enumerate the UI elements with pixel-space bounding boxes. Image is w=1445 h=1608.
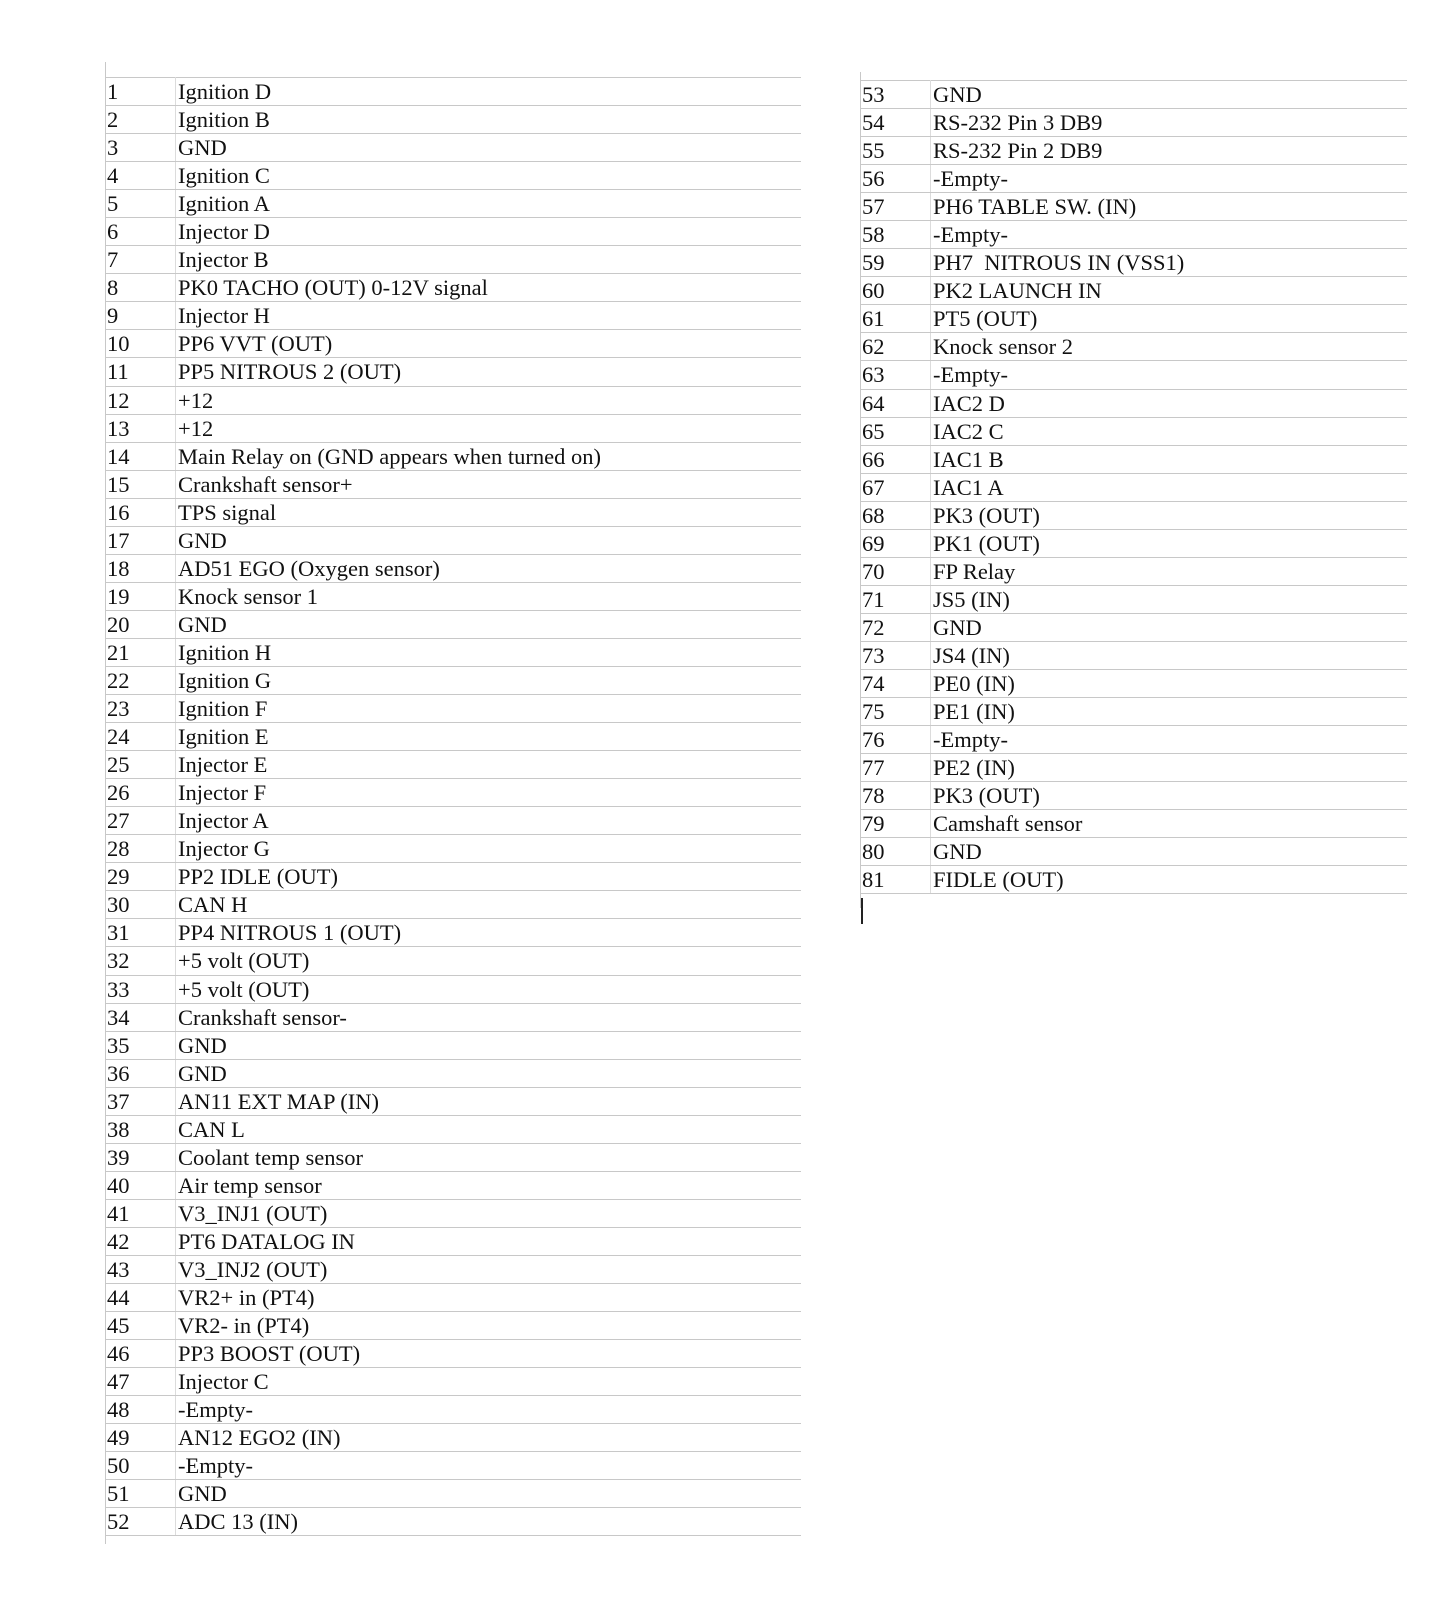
table-row bbox=[106, 975, 801, 1003]
pin-signal[interactable]: VR2- in (PT4) bbox=[176, 1312, 802, 1340]
pin-signal[interactable]: Ignition B bbox=[176, 106, 802, 134]
pin-signal[interactable]: PH6 TABLE SW. (IN) bbox=[931, 193, 1408, 221]
table-row bbox=[861, 669, 1407, 697]
pin-signal[interactable]: -Empty- bbox=[931, 726, 1408, 754]
table-row bbox=[106, 1284, 801, 1312]
pin-number[interactable]: 57 bbox=[861, 193, 931, 221]
pin-number[interactable]: 1 bbox=[106, 78, 176, 106]
table-row bbox=[106, 274, 801, 302]
pin-signal[interactable]: PP4 NITROUS 1 (OUT) bbox=[176, 919, 802, 947]
pin-number[interactable]: 59 bbox=[861, 249, 931, 277]
table-row bbox=[106, 751, 801, 779]
pin-number[interactable]: 32 bbox=[106, 947, 176, 975]
table-row bbox=[106, 779, 801, 807]
pin-signal[interactable]: RS-232 Pin 3 DB9 bbox=[931, 109, 1408, 137]
table-row bbox=[106, 218, 801, 246]
table-row bbox=[861, 754, 1407, 782]
pin-number[interactable]: 43 bbox=[106, 1255, 176, 1283]
table-row bbox=[861, 137, 1407, 165]
pin-number[interactable]: 11 bbox=[106, 358, 176, 386]
table-row bbox=[861, 838, 1407, 866]
table-row bbox=[106, 919, 801, 947]
pin-number[interactable]: 49 bbox=[106, 1424, 176, 1452]
pin-number[interactable]: 10 bbox=[106, 330, 176, 358]
table-row bbox=[861, 529, 1407, 557]
table-row bbox=[106, 1452, 801, 1480]
pin-number[interactable]: 22 bbox=[106, 666, 176, 694]
table-row bbox=[861, 389, 1407, 417]
pin-number[interactable]: 19 bbox=[106, 582, 176, 610]
table-row bbox=[861, 641, 1407, 669]
pin-signal[interactable]: +5 volt (OUT) bbox=[176, 947, 802, 975]
pin-number[interactable]: 81 bbox=[861, 866, 931, 894]
pin-signal[interactable]: FIDLE (OUT) bbox=[931, 866, 1408, 894]
pin-number[interactable]: 15 bbox=[106, 470, 176, 498]
pin-number[interactable]: 28 bbox=[106, 835, 176, 863]
pin-signal[interactable]: -Empty- bbox=[931, 165, 1408, 193]
pin-number[interactable]: 46 bbox=[106, 1340, 176, 1368]
table-row bbox=[106, 695, 801, 723]
pin-number[interactable]: 69 bbox=[861, 529, 931, 557]
table-row bbox=[106, 1115, 801, 1143]
pin-signal[interactable]: AN11 EXT MAP (IN) bbox=[176, 1087, 802, 1115]
pin-number[interactable]: 29 bbox=[106, 863, 176, 891]
pin-number[interactable]: 55 bbox=[861, 137, 931, 165]
table-row bbox=[106, 1396, 801, 1424]
table-row bbox=[861, 557, 1407, 585]
pin-signal[interactable]: ADC 13 (IN) bbox=[176, 1508, 802, 1536]
pin-signal[interactable]: GND bbox=[176, 526, 802, 554]
table-row bbox=[106, 863, 801, 891]
table-row bbox=[106, 807, 801, 835]
pin-number[interactable]: 67 bbox=[861, 473, 931, 501]
table-row bbox=[106, 1171, 801, 1199]
pinout-table-left bbox=[106, 77, 801, 1536]
table-row bbox=[106, 498, 801, 526]
table-row bbox=[106, 582, 801, 610]
pin-signal[interactable]: AD51 EGO (Oxygen sensor) bbox=[176, 554, 802, 582]
pin-signal[interactable]: IAC2 C bbox=[931, 417, 1408, 445]
pin-number[interactable]: 34 bbox=[106, 1003, 176, 1031]
table-row bbox=[861, 361, 1407, 389]
pin-number[interactable]: 7 bbox=[106, 246, 176, 274]
table-row bbox=[861, 193, 1407, 221]
pin-signal[interactable]: PE0 (IN) bbox=[931, 669, 1408, 697]
pin-number[interactable]: 14 bbox=[106, 442, 176, 470]
pin-signal[interactable]: PK3 (OUT) bbox=[931, 501, 1408, 529]
pin-number[interactable]: 70 bbox=[861, 557, 931, 585]
pin-signal[interactable]: Coolant temp sensor bbox=[176, 1143, 802, 1171]
pin-number[interactable]: 16 bbox=[106, 498, 176, 526]
pin-signal[interactable]: PP5 NITROUS 2 (OUT) bbox=[176, 358, 802, 386]
table-row bbox=[861, 726, 1407, 754]
pin-number[interactable]: 3 bbox=[106, 134, 176, 162]
table-row bbox=[106, 1368, 801, 1396]
pin-signal[interactable]: CAN H bbox=[176, 891, 802, 919]
pin-signal[interactable]: RS-232 Pin 2 DB9 bbox=[931, 137, 1408, 165]
pin-number[interactable]: 12 bbox=[106, 386, 176, 414]
pin-number[interactable]: 4 bbox=[106, 162, 176, 190]
pin-number[interactable]: 25 bbox=[106, 751, 176, 779]
pin-signal[interactable]: Crankshaft sensor+ bbox=[176, 470, 802, 498]
pin-number[interactable]: 27 bbox=[106, 807, 176, 835]
table-row bbox=[106, 414, 801, 442]
pin-signal[interactable]: Injector D bbox=[176, 218, 802, 246]
pin-number[interactable]: 56 bbox=[861, 165, 931, 193]
table-row bbox=[106, 162, 801, 190]
table-row bbox=[106, 1340, 801, 1368]
pin-signal[interactable]: VR2+ in (PT4) bbox=[176, 1284, 802, 1312]
table-row bbox=[861, 810, 1407, 838]
pin-number[interactable]: 74 bbox=[861, 669, 931, 697]
table-row bbox=[106, 106, 801, 134]
pin-number[interactable]: 80 bbox=[861, 838, 931, 866]
table-row bbox=[106, 1003, 801, 1031]
pin-signal[interactable]: Ignition H bbox=[176, 638, 802, 666]
table-row bbox=[106, 1087, 801, 1115]
pin-signal[interactable]: GND bbox=[176, 1059, 802, 1087]
table-row bbox=[861, 249, 1407, 277]
table-row bbox=[106, 470, 801, 498]
pin-number[interactable]: 38 bbox=[106, 1115, 176, 1143]
table-row bbox=[861, 277, 1407, 305]
pin-number[interactable]: 73 bbox=[861, 641, 931, 669]
pin-number[interactable]: 47 bbox=[106, 1368, 176, 1396]
text-cursor bbox=[861, 898, 863, 924]
pin-number[interactable]: 39 bbox=[106, 1143, 176, 1171]
pin-number[interactable]: 33 bbox=[106, 975, 176, 1003]
pin-signal[interactable]: Injector F bbox=[176, 779, 802, 807]
pin-signal[interactable]: +12 bbox=[176, 386, 802, 414]
pin-signal[interactable]: Injector E bbox=[176, 751, 802, 779]
table-row bbox=[861, 305, 1407, 333]
pin-number[interactable]: 54 bbox=[861, 109, 931, 137]
pin-number[interactable]: 2 bbox=[106, 106, 176, 134]
pin-signal[interactable]: IAC1 A bbox=[931, 473, 1408, 501]
pin-number[interactable]: 35 bbox=[106, 1031, 176, 1059]
pin-number[interactable]: 75 bbox=[861, 698, 931, 726]
pin-number[interactable]: 45 bbox=[106, 1312, 176, 1340]
table-row bbox=[106, 526, 801, 554]
pin-number[interactable]: 31 bbox=[106, 919, 176, 947]
pin-signal[interactable]: PP3 BOOST (OUT) bbox=[176, 1340, 802, 1368]
pin-signal[interactable]: JS5 (IN) bbox=[931, 585, 1408, 613]
pin-number[interactable]: 62 bbox=[861, 333, 931, 361]
pin-number[interactable]: 64 bbox=[861, 389, 931, 417]
pin-number[interactable]: 78 bbox=[861, 782, 931, 810]
table-row bbox=[106, 1199, 801, 1227]
pin-number[interactable]: 52 bbox=[106, 1508, 176, 1536]
table-row bbox=[861, 585, 1407, 613]
pin-number[interactable]: 58 bbox=[861, 221, 931, 249]
pin-signal[interactable]: Ignition C bbox=[176, 162, 802, 190]
pin-signal[interactable]: +12 bbox=[176, 414, 802, 442]
pin-number[interactable]: 65 bbox=[861, 417, 931, 445]
table-row bbox=[106, 78, 801, 106]
pin-number[interactable]: 37 bbox=[106, 1087, 176, 1115]
pin-signal[interactable]: PK0 TACHO (OUT) 0-12V signal bbox=[176, 274, 802, 302]
pin-signal[interactable]: Injector H bbox=[176, 302, 802, 330]
table-row bbox=[861, 501, 1407, 529]
pin-number[interactable]: 21 bbox=[106, 638, 176, 666]
table-row bbox=[106, 246, 801, 274]
pin-number[interactable]: 41 bbox=[106, 1199, 176, 1227]
pin-signal[interactable]: Ignition E bbox=[176, 723, 802, 751]
pin-number[interactable]: 42 bbox=[106, 1227, 176, 1255]
pin-number[interactable]: 48 bbox=[106, 1396, 176, 1424]
table-row bbox=[106, 134, 801, 162]
pin-number[interactable]: 24 bbox=[106, 723, 176, 751]
table-row bbox=[106, 638, 801, 666]
pin-number[interactable]: 63 bbox=[861, 361, 931, 389]
table-row bbox=[106, 1059, 801, 1087]
table-row bbox=[106, 1480, 801, 1508]
table-row bbox=[861, 866, 1407, 894]
pin-signal[interactable]: Injector A bbox=[176, 807, 802, 835]
pin-signal[interactable]: Ignition G bbox=[176, 666, 802, 694]
pin-number[interactable]: 66 bbox=[861, 445, 931, 473]
pin-number[interactable]: 44 bbox=[106, 1284, 176, 1312]
table-row bbox=[106, 302, 801, 330]
pin-signal[interactable]: Crankshaft sensor- bbox=[176, 1003, 802, 1031]
pin-signal[interactable]: PP2 IDLE (OUT) bbox=[176, 863, 802, 891]
pinout-table-right-body bbox=[861, 81, 1407, 894]
pin-signal[interactable]: -Empty- bbox=[176, 1452, 802, 1480]
pin-signal[interactable]: IAC2 D bbox=[931, 389, 1408, 417]
pin-signal[interactable]: Air temp sensor bbox=[176, 1171, 802, 1199]
pin-signal[interactable]: JS4 (IN) bbox=[931, 641, 1408, 669]
table-row bbox=[861, 81, 1407, 109]
pin-signal[interactable]: Ignition D bbox=[176, 78, 802, 106]
table-row bbox=[106, 1312, 801, 1340]
table-row bbox=[106, 386, 801, 414]
table-row bbox=[861, 782, 1407, 810]
table-row bbox=[106, 723, 801, 751]
pin-number[interactable]: 36 bbox=[106, 1059, 176, 1087]
table-row bbox=[861, 417, 1407, 445]
pin-signal[interactable]: -Empty- bbox=[176, 1396, 802, 1424]
pin-signal[interactable]: PH7 NITROUS IN (VSS1) bbox=[931, 249, 1408, 277]
pin-signal[interactable]: GND bbox=[931, 81, 1408, 109]
table-row bbox=[106, 358, 801, 386]
table-row bbox=[861, 109, 1407, 137]
pin-number[interactable]: 71 bbox=[861, 585, 931, 613]
pin-signal[interactable]: Ignition A bbox=[176, 190, 802, 218]
pin-signal[interactable]: GND bbox=[931, 613, 1408, 641]
table-row bbox=[106, 947, 801, 975]
table-row bbox=[106, 190, 801, 218]
pin-signal[interactable]: PE2 (IN) bbox=[931, 754, 1408, 782]
pin-signal[interactable]: TPS signal bbox=[176, 498, 802, 526]
table-row bbox=[861, 445, 1407, 473]
table-row bbox=[106, 1424, 801, 1452]
pin-signal[interactable]: -Empty- bbox=[931, 221, 1408, 249]
table-row bbox=[106, 1227, 801, 1255]
table-row bbox=[861, 473, 1407, 501]
table-row bbox=[861, 698, 1407, 726]
table-row bbox=[106, 1255, 801, 1283]
pin-number[interactable]: 76 bbox=[861, 726, 931, 754]
pin-number[interactable]: 60 bbox=[861, 277, 931, 305]
pin-signal[interactable]: V3_INJ1 (OUT) bbox=[176, 1199, 802, 1227]
pin-signal[interactable]: GND bbox=[931, 838, 1408, 866]
pin-signal[interactable]: Injector B bbox=[176, 246, 802, 274]
table-row bbox=[106, 835, 801, 863]
pin-number[interactable]: 51 bbox=[106, 1480, 176, 1508]
pin-signal[interactable]: FP Relay bbox=[931, 557, 1408, 585]
pin-number[interactable]: 5 bbox=[106, 190, 176, 218]
pin-number[interactable]: 23 bbox=[106, 695, 176, 723]
table-row bbox=[106, 666, 801, 694]
table-row bbox=[106, 1031, 801, 1059]
table-row bbox=[861, 221, 1407, 249]
pin-signal[interactable]: GND bbox=[176, 1031, 802, 1059]
table-row bbox=[106, 330, 801, 358]
pin-signal[interactable]: V3_INJ2 (OUT) bbox=[176, 1255, 802, 1283]
pin-number[interactable]: 72 bbox=[861, 613, 931, 641]
pin-signal[interactable]: Camshaft sensor bbox=[931, 810, 1408, 838]
pin-number[interactable]: 26 bbox=[106, 779, 176, 807]
pinout-table-right bbox=[861, 80, 1407, 894]
pin-number[interactable]: 40 bbox=[106, 1171, 176, 1199]
pin-number[interactable]: 9 bbox=[106, 302, 176, 330]
table-row bbox=[861, 613, 1407, 641]
table-row bbox=[861, 333, 1407, 361]
pin-number[interactable]: 18 bbox=[106, 554, 176, 582]
table-row bbox=[861, 165, 1407, 193]
pinout-table-left-body bbox=[106, 78, 801, 1536]
pin-number[interactable]: 61 bbox=[861, 305, 931, 333]
pin-number[interactable]: 77 bbox=[861, 754, 931, 782]
pin-signal[interactable]: -Empty- bbox=[931, 361, 1408, 389]
pin-signal[interactable]: PK3 (OUT) bbox=[931, 782, 1408, 810]
table-row bbox=[106, 891, 801, 919]
pin-signal[interactable]: PK2 LAUNCH IN bbox=[931, 277, 1408, 305]
pin-signal[interactable]: Main Relay on (GND appears when turned on) bbox=[176, 442, 802, 470]
pin-signal[interactable]: CAN L bbox=[176, 1115, 802, 1143]
pin-number[interactable]: 8 bbox=[106, 274, 176, 302]
pin-number[interactable]: 17 bbox=[106, 526, 176, 554]
pin-number[interactable]: 53 bbox=[861, 81, 931, 109]
table-row bbox=[106, 554, 801, 582]
pin-signal[interactable]: GND bbox=[176, 610, 802, 638]
pin-number[interactable]: 68 bbox=[861, 501, 931, 529]
pin-number[interactable]: 50 bbox=[106, 1452, 176, 1480]
pin-signal[interactable]: GND bbox=[176, 1480, 802, 1508]
pin-signal[interactable]: GND bbox=[176, 134, 802, 162]
pin-signal[interactable]: Injector G bbox=[176, 835, 802, 863]
pin-signal[interactable]: +5 volt (OUT) bbox=[176, 975, 802, 1003]
pin-number[interactable]: 79 bbox=[861, 810, 931, 838]
table-row bbox=[106, 442, 801, 470]
pin-signal[interactable]: Injector C bbox=[176, 1368, 802, 1396]
pin-signal[interactable]: PT6 DATALOG IN bbox=[176, 1227, 802, 1255]
pin-signal[interactable]: PE1 (IN) bbox=[931, 698, 1408, 726]
pin-signal[interactable]: Knock sensor 2 bbox=[931, 333, 1408, 361]
pin-signal[interactable]: IAC1 B bbox=[931, 445, 1408, 473]
table-row bbox=[106, 1508, 801, 1536]
pin-signal[interactable]: Knock sensor 1 bbox=[176, 582, 802, 610]
pin-signal[interactable]: Ignition F bbox=[176, 695, 802, 723]
pin-signal[interactable]: AN12 EGO2 (IN) bbox=[176, 1424, 802, 1452]
table-row bbox=[106, 610, 801, 638]
pin-number[interactable]: 20 bbox=[106, 610, 176, 638]
pin-signal[interactable]: PP6 VVT (OUT) bbox=[176, 330, 802, 358]
pin-number[interactable]: 6 bbox=[106, 218, 176, 246]
table-row bbox=[106, 1143, 801, 1171]
pin-signal[interactable]: PT5 (OUT) bbox=[931, 305, 1408, 333]
pin-number[interactable]: 13 bbox=[106, 414, 176, 442]
pin-signal[interactable]: PK1 (OUT) bbox=[931, 529, 1408, 557]
pin-number[interactable]: 30 bbox=[106, 891, 176, 919]
